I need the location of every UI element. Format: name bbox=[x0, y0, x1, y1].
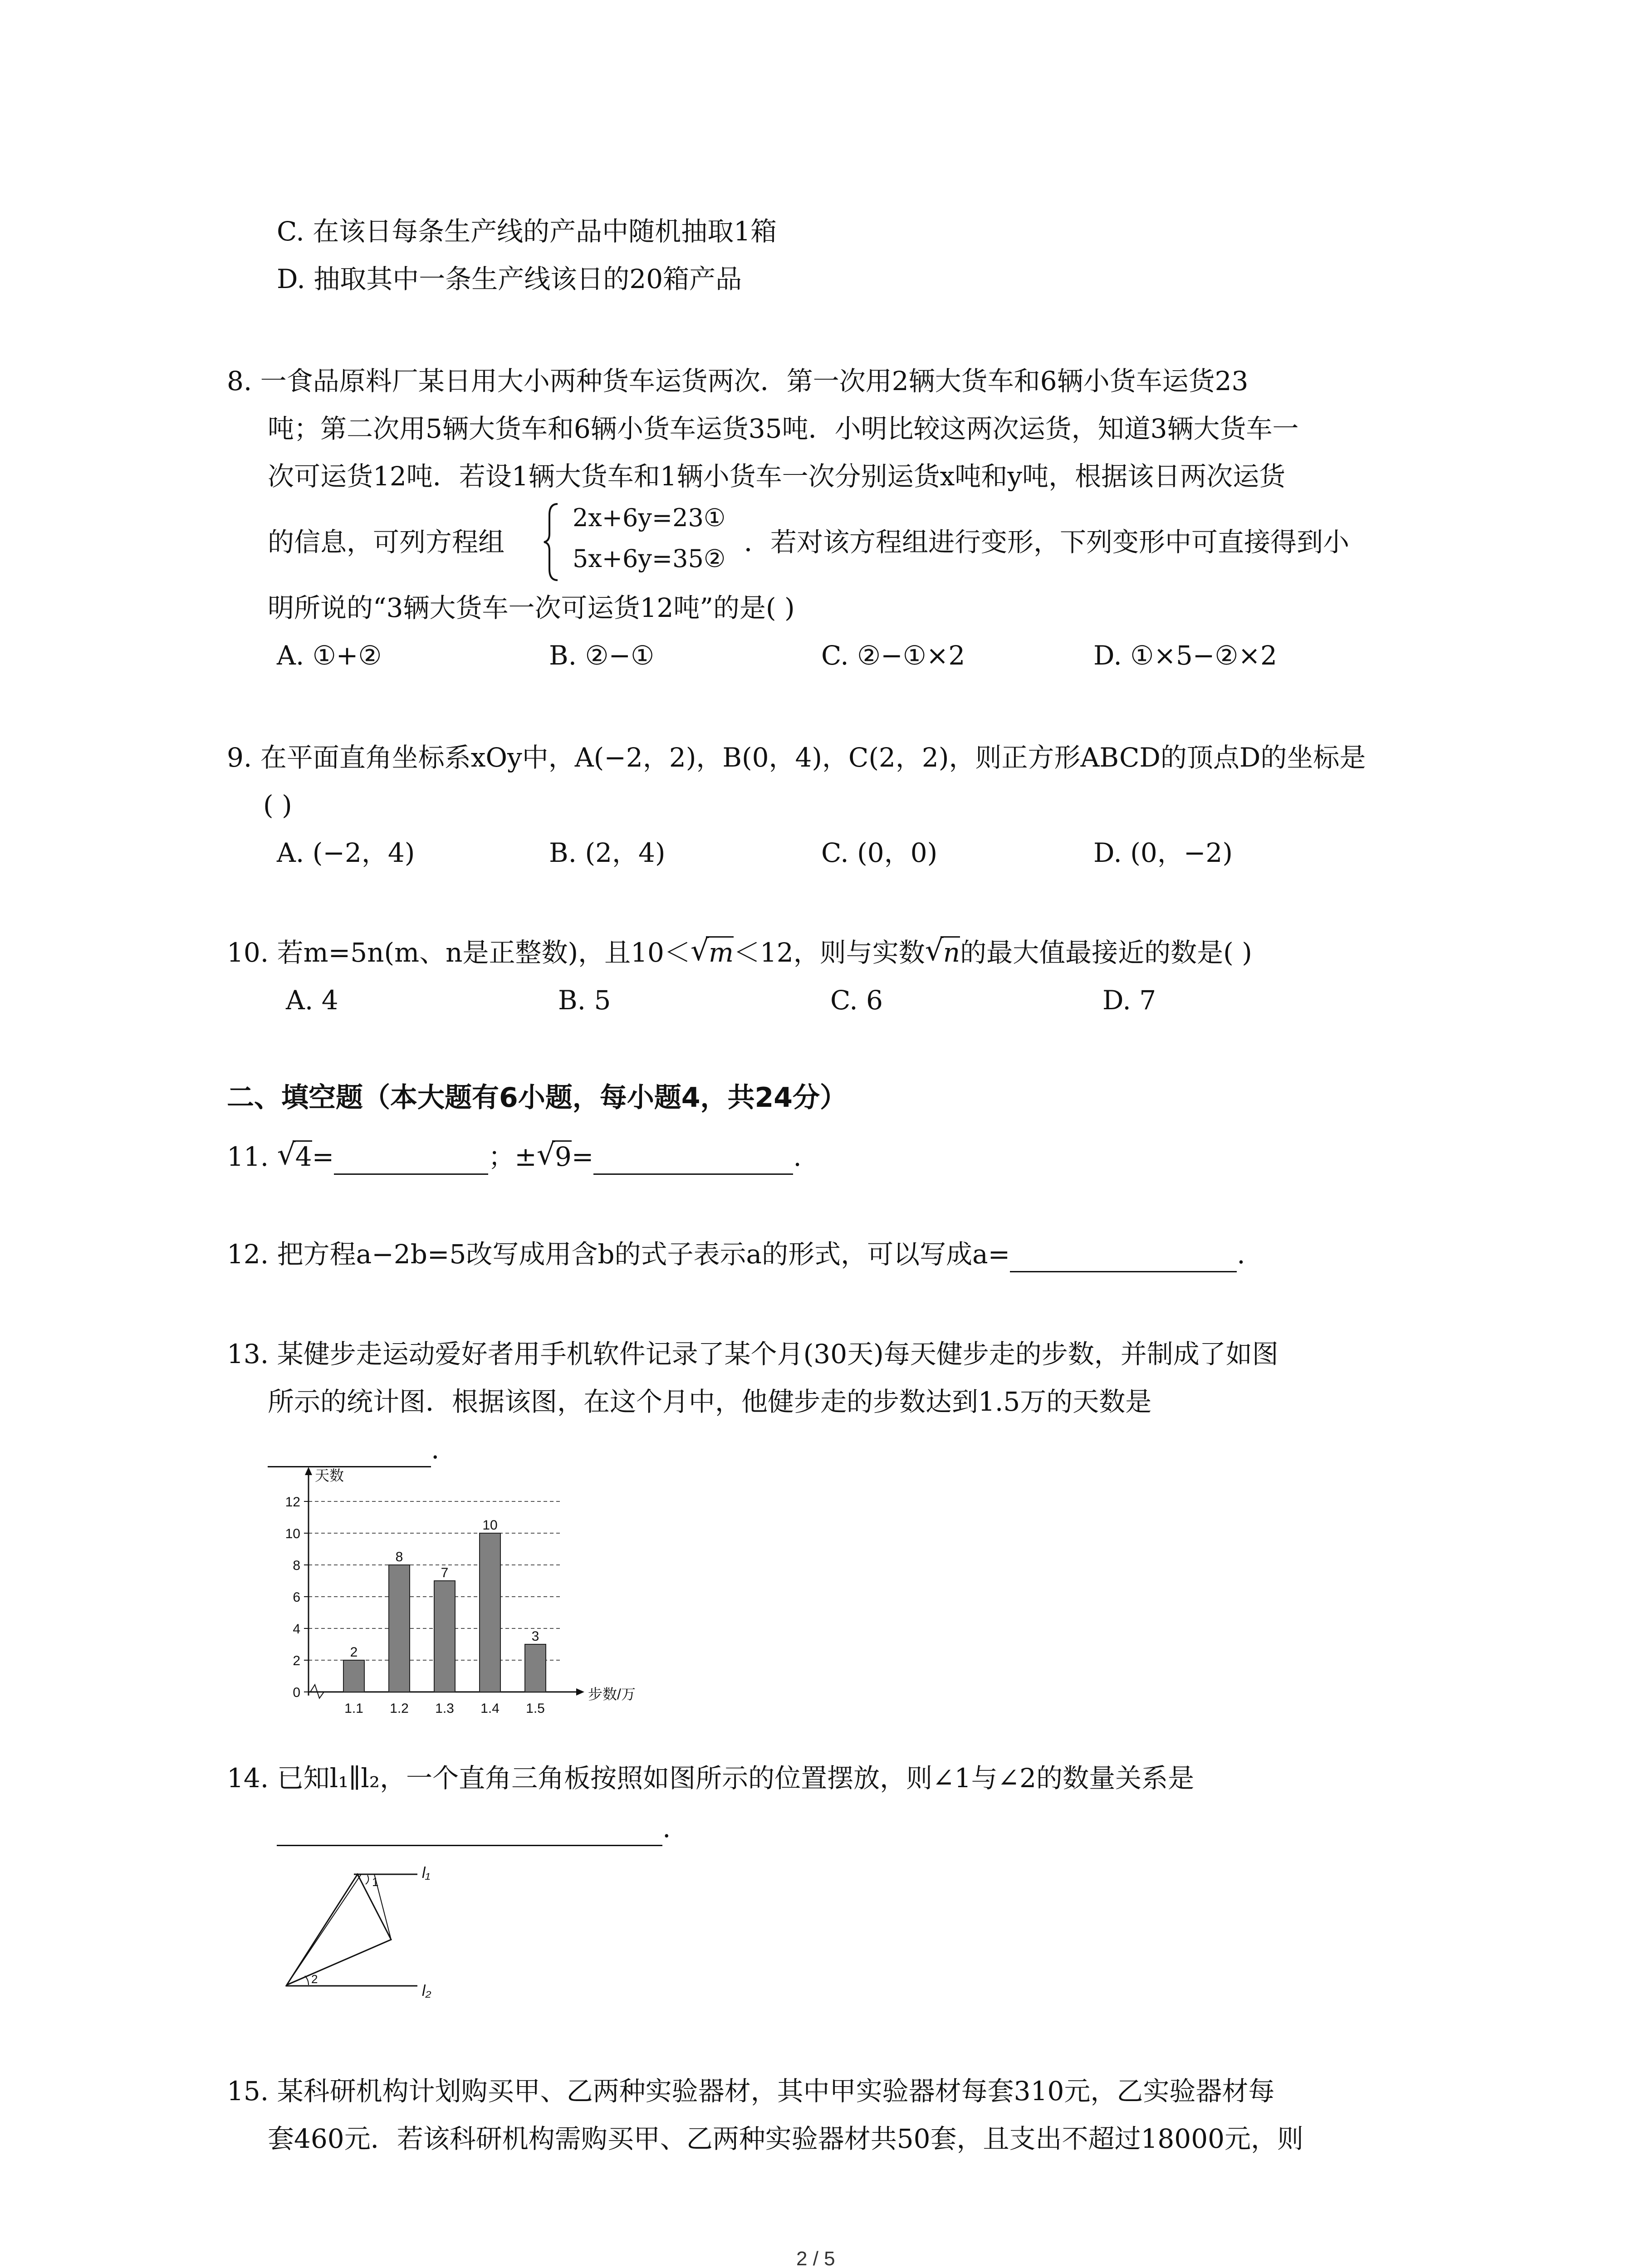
set-square-inner-edge bbox=[287, 1874, 391, 1985]
q8-line-4b: ．若对该方程组进行变形，下列变形中可直接得到小 bbox=[744, 527, 1350, 557]
x-axis-title: 步数/万 bbox=[588, 1686, 636, 1702]
q11-equals-1: = bbox=[312, 1141, 334, 1172]
y-axis-title: 天数 bbox=[315, 1467, 344, 1484]
sqrt-9-radicand: 9 bbox=[554, 1141, 572, 1172]
chart-bars bbox=[343, 1533, 546, 1692]
bar-1.2 bbox=[389, 1565, 410, 1692]
section-2-heading: 二、填空题（本大题有6小题，每小题4，共24分） bbox=[227, 1082, 847, 1114]
q11-semicolon: ； bbox=[488, 1141, 515, 1172]
q10-option-a: A. 4 bbox=[286, 985, 338, 1016]
bar-value-label: 2 bbox=[350, 1645, 358, 1660]
sqrt-n-radicand: n bbox=[943, 937, 960, 968]
x-tick-label: 1.3 bbox=[435, 1701, 454, 1716]
q8-line-3: 次可运货12吨．若设1辆大货车和1辆小货车一次分别运货x吨和y吨，根据该日两次运货 bbox=[268, 461, 1286, 492]
set-square-outline bbox=[287, 1874, 391, 1985]
q9-option-a: A. (−2，4) bbox=[277, 837, 415, 868]
angle-1-arc bbox=[366, 1875, 368, 1884]
q8-line-2: 吨；第二次用5辆大货车和6辆小货车运货35吨．小明比较这两次运货，知道3辆大货车一 bbox=[268, 413, 1299, 444]
sqrt-9: √ 9 bbox=[536, 1138, 572, 1172]
q11-plus-minus: ± bbox=[514, 1141, 537, 1172]
q8-line-1: 8. 一食品原料厂某日用大小两种货车运货两次．第一次用2辆大货车和6辆小货车运货23 bbox=[227, 366, 1249, 396]
q12-line bbox=[227, 1236, 1245, 1272]
chart-labels bbox=[285, 1467, 636, 1716]
q9-option-c: C. (0，0) bbox=[821, 837, 938, 868]
q8-option-c: C. ②−①×2 bbox=[821, 640, 965, 671]
y-tick-label: 4 bbox=[293, 1622, 300, 1637]
bar-1.3 bbox=[434, 1581, 455, 1692]
bar-1.1 bbox=[343, 1660, 364, 1692]
bar-chart bbox=[254, 1465, 644, 1719]
q8-option-d: D. ①×5−②×2 bbox=[1093, 640, 1277, 671]
equation-brace bbox=[542, 501, 560, 583]
y-tick-label: 10 bbox=[285, 1526, 300, 1541]
q8-line-5: 明所说的“3辆大货车一次可运货12吨”的是( ) bbox=[268, 592, 795, 623]
q12-end: . bbox=[1237, 1239, 1245, 1270]
q11-line bbox=[227, 1139, 802, 1175]
sqrt-m: √ m bbox=[690, 934, 734, 968]
sqrt-m-radicand: m bbox=[708, 937, 734, 968]
q15-line-2: 套460元．若该科研机构需购买甲、乙两种实验器材共50套，且支出不超过18000元，则 bbox=[268, 2123, 1304, 2154]
angle-1-label: 1 bbox=[372, 1875, 379, 1889]
y-axis-arrow bbox=[305, 1467, 312, 1475]
bar-1.5 bbox=[525, 1644, 546, 1692]
q8-option-b: B. ②−① bbox=[549, 640, 655, 671]
y-tick-label: 8 bbox=[293, 1558, 300, 1573]
q13-end: . bbox=[431, 1434, 440, 1465]
y-tick-label: 12 bbox=[285, 1495, 300, 1510]
q10-mid: ＜12，则与实数 bbox=[733, 937, 925, 968]
q10-option-b: B. 5 bbox=[558, 985, 611, 1016]
q9-line-1: 9. 在平面直角坐标系xOy中，A(−2，2)，B(0，4)，C(2，2)，则正方形ABCD的顶点D的坐标是 bbox=[227, 742, 1366, 773]
q14-end: . bbox=[662, 1813, 671, 1843]
y-tick-label: 0 bbox=[293, 1685, 300, 1700]
bar-value-label: 10 bbox=[482, 1518, 498, 1533]
q8-line-4a: 的信息，可列方程组 bbox=[268, 527, 505, 557]
page-number: 2 / 5 bbox=[796, 2248, 835, 2268]
q10-line-1 bbox=[227, 934, 1252, 971]
sqrt-4-radicand: 4 bbox=[295, 1141, 312, 1172]
x-axis-arrow bbox=[576, 1688, 584, 1696]
q9-line-2: ( ) bbox=[263, 790, 292, 821]
q11-end: . bbox=[793, 1141, 802, 1172]
x-tick-label: 1.1 bbox=[344, 1701, 363, 1716]
equation-1: 2x+6y=23① bbox=[573, 503, 726, 532]
l1-label: l₁ bbox=[422, 1864, 431, 1882]
q11-answer-blank-1[interactable] bbox=[334, 1146, 488, 1175]
q7-option-d: D. 抽取其中一条生产线该日的20箱产品 bbox=[277, 264, 742, 294]
x-tick-label: 1.5 bbox=[526, 1701, 545, 1716]
bar-value-label: 7 bbox=[441, 1565, 449, 1580]
bar-value-label: 8 bbox=[395, 1549, 403, 1564]
bar-value-label: 3 bbox=[531, 1629, 539, 1644]
sqrt-n: √ n bbox=[925, 934, 960, 968]
q9-option-d: D. (0，−2) bbox=[1093, 837, 1233, 868]
y-tick-label: 6 bbox=[293, 1590, 300, 1605]
q11-equals-2: = bbox=[571, 1141, 594, 1172]
q13-answer-blank[interactable] bbox=[268, 1439, 431, 1467]
q10-option-d: D. 7 bbox=[1102, 985, 1156, 1016]
sqrt-4: √ 4 bbox=[277, 1138, 312, 1172]
q8-option-a: A. ①+② bbox=[277, 640, 382, 671]
q11-number: 11. bbox=[227, 1141, 269, 1172]
q12-text: 12. 把方程a−2b=5改写成用含b的式子表示a的形式，可以写成a= bbox=[227, 1239, 1010, 1270]
y-tick-label: 2 bbox=[293, 1653, 300, 1668]
equation-2: 5x+6y=35② bbox=[573, 544, 726, 573]
q13-line-3 bbox=[268, 1431, 439, 1467]
q9-option-b: B. (2，4) bbox=[549, 837, 666, 868]
q10-suffix: 的最大值最接近的数是( ) bbox=[960, 937, 1252, 968]
triangle-figure bbox=[272, 1864, 463, 2009]
q15-line-1: 15. 某科研机构计划购买甲、乙两种实验器材，其中甲实验器材每套310元，乙实验器材每 bbox=[227, 2076, 1275, 2107]
x-tick-label: 1.4 bbox=[480, 1701, 500, 1716]
l2-label: l₂ bbox=[422, 1982, 431, 1999]
q12-answer-blank[interactable] bbox=[1010, 1244, 1237, 1272]
q10-prefix: 10. 若m=5n(m、n是正整数)，且10＜ bbox=[227, 937, 691, 968]
x-tick-label: 1.2 bbox=[390, 1701, 409, 1716]
q14-answer-blank[interactable] bbox=[277, 1818, 662, 1846]
q11-answer-blank-2[interactable] bbox=[593, 1146, 793, 1175]
q10-option-c: C. 6 bbox=[830, 985, 883, 1016]
angle-2-label: 2 bbox=[311, 1972, 318, 1986]
bar-1.4 bbox=[480, 1533, 500, 1692]
q7-option-c: C. 在该日每条生产线的产品中随机抽取1箱 bbox=[277, 216, 777, 247]
q13-line-1: 13. 某健步走运动爱好者用手机软件记录了某个月(30天)每天健步走的步数，并制成了如图 bbox=[227, 1339, 1279, 1369]
q13-line-2: 所示的统计图．根据该图，在这个月中，他健步走的步数达到1.5万的天数是 bbox=[268, 1386, 1152, 1417]
q14-line-1: 14. 已知l₁∥l₂，一个直角三角板按照如图所示的位置摆放，则∠1与∠2的数量关系是 bbox=[227, 1763, 1195, 1794]
q14-line-2 bbox=[277, 1810, 671, 1846]
